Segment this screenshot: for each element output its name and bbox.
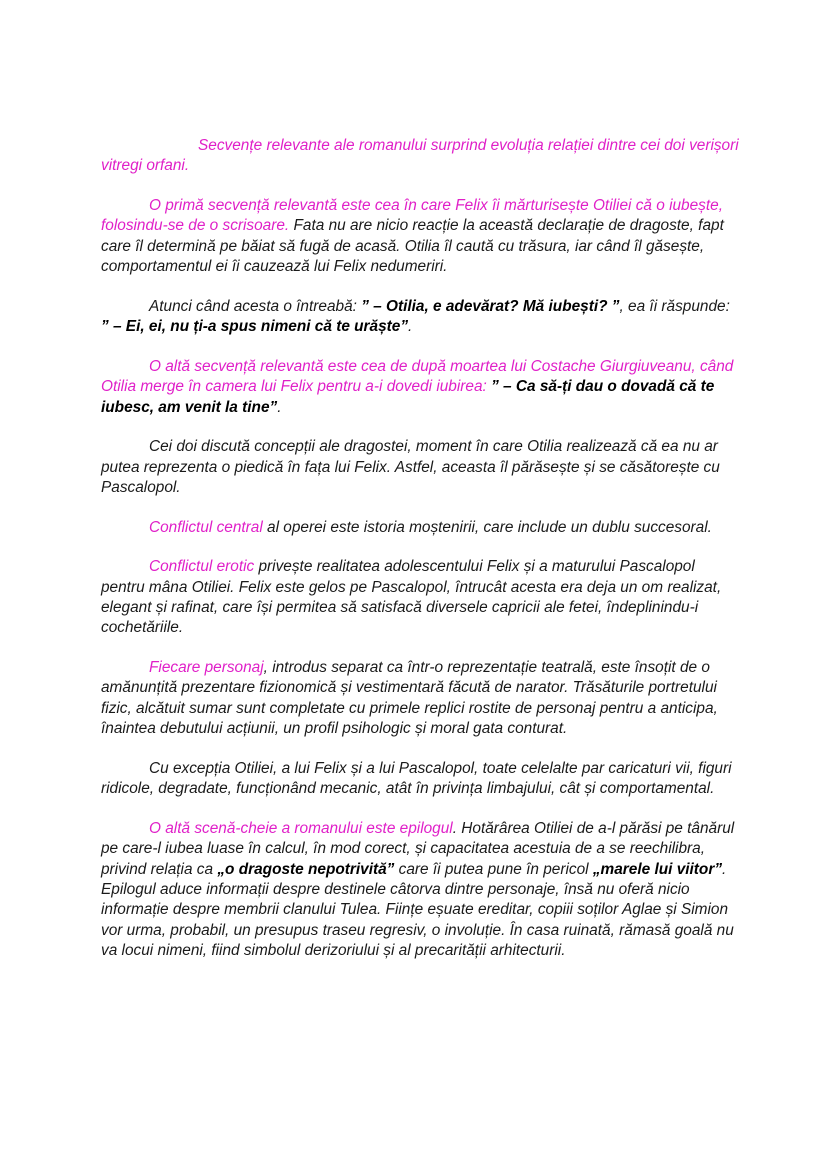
highlighted-text: Secvențe relevante ale romanului surprind evoluția relației dintre cei doi verișori vitregi orfani. bbox=[101, 137, 739, 175]
highlighted-text: Fiecare personaj bbox=[149, 659, 264, 677]
paragraph-text: al operei este istoria moștenirii, care include un dublu succesoral. bbox=[262, 518, 712, 536]
paragraph-text: , introdus separat ca într-o reprezentație teatrală, este însoțit de o amănunțită prezentare fizionomică și vestimentară făcută de narator. Trăsăturile portretului fizic, alcătuit sumar sunt completate cu primele replici rostite de personaj pentru a anticipa, înaintea debutului acțiunii, un profil psihologic și moral gata conturat. bbox=[101, 659, 718, 738]
paragraph-text: care îi putea pune în pericol bbox=[394, 860, 593, 878]
highlighted-text: O primă secvență relevantă este cea în care Felix îi mărturisește Otiliei că o iubește, folosindu-se de o scrisoare. bbox=[101, 197, 723, 235]
paragraph-text: . bbox=[277, 398, 282, 416]
quote-text: ” – Ca să-ți dau o dovadă că te iubesc, am venit la tine” bbox=[101, 378, 715, 416]
quote-text: „o dragoste nepotrivită” bbox=[217, 860, 395, 878]
highlighted-text: Conflictul erotic bbox=[149, 558, 255, 576]
paragraph-text: . Epilogul aduce informații despre destinele câtorva dintre personaje, însă nu oferă nicio informație despre membrii clanului Tulea. Ființe eșuate ereditar, copiii soților Aglae și Simion vor urma, probabil, un presupus traseu regresiv, o involuție. În casa ruinată, rămasă goală nu va locui nimeni, fiind simbolul derizoriului și al precarității arhitecturii. bbox=[101, 860, 734, 960]
highlighted-text: O altă secvență relevantă este cea de după moartea lui Costache Giurgiuveanu, când Otilia merge în camera lui Felix pentru a-i dovedi iubirea: bbox=[101, 357, 734, 396]
paragraph-text: Cu excepția Otiliei, a lui Felix și a lui Pascalopol, toate celelalte par caricaturi vii, figuri ridicole, degradate, funcționând mecanic, atât în privința limbajului, cât și comportamental. bbox=[101, 759, 732, 798]
paragraph-3 bbox=[101, 297, 741, 338]
paragraph-5 bbox=[101, 437, 741, 498]
paragraph-1 bbox=[101, 136, 741, 177]
quote-text: „marele lui viitor” bbox=[592, 860, 723, 878]
paragraph-7 bbox=[101, 557, 741, 639]
paragraph-text: Fata nu are nicio reacție la această declarație de dragoste, fapt care îl determină pe băiat să fugă de acasă. Otilia îl caută cu trăsura, iar când îl găsește, comportamentul ei îi cauzează lui Felix nedumeriri. bbox=[101, 217, 724, 276]
paragraph-text: Atunci când acesta o întreabă: bbox=[149, 297, 362, 315]
highlighted-text: Conflictul central bbox=[149, 518, 263, 536]
paragraph-9 bbox=[101, 759, 741, 800]
paragraph-6 bbox=[101, 518, 741, 538]
paragraph-4 bbox=[101, 357, 741, 418]
paragraph-2 bbox=[101, 196, 741, 278]
highlighted-text: O altă scenă-cheie a romanului este epilogul bbox=[149, 819, 453, 837]
paragraph-text: Cei doi discută concepții ale dragostei, moment în care Otilia realizează că ea nu ar putea reprezenta o piedică în fața lui Felix. Astfel, aceasta îl părăsește și se căsătorește cu Pascalopol. bbox=[101, 438, 720, 497]
paragraph-text: . bbox=[408, 318, 413, 336]
document-body bbox=[101, 136, 741, 981]
paragraph-text: , ea îi răspunde: bbox=[619, 297, 730, 315]
quote-text: ” – Ei, ei, nu ți-a spus nimeni că te urăște” bbox=[101, 318, 409, 336]
paragraph-8 bbox=[101, 658, 741, 740]
paragraph-10 bbox=[101, 819, 741, 962]
quote-text: ” – Otilia, e adevărat? Mă iubești? ” bbox=[361, 297, 620, 315]
paragraph-text: . Hotărârea Otiliei de a-l părăsi pe tânărul pe care-l iubea luase în calcul, în mod corect, și capacitatea acestuia de a se reechilibra, privind relația ca bbox=[101, 819, 735, 878]
paragraph-text: privește realitatea adolescentului Felix și a maturului Pascalopol pentru mâna Otiliei. Felix este gelos pe Pascalopol, întrucât acesta era deja un om realizat, elegant și rafinat, care își permitea să satisfacă diversele capricii ale fetei, îndeplinindu-i cochetăriile. bbox=[101, 558, 722, 637]
